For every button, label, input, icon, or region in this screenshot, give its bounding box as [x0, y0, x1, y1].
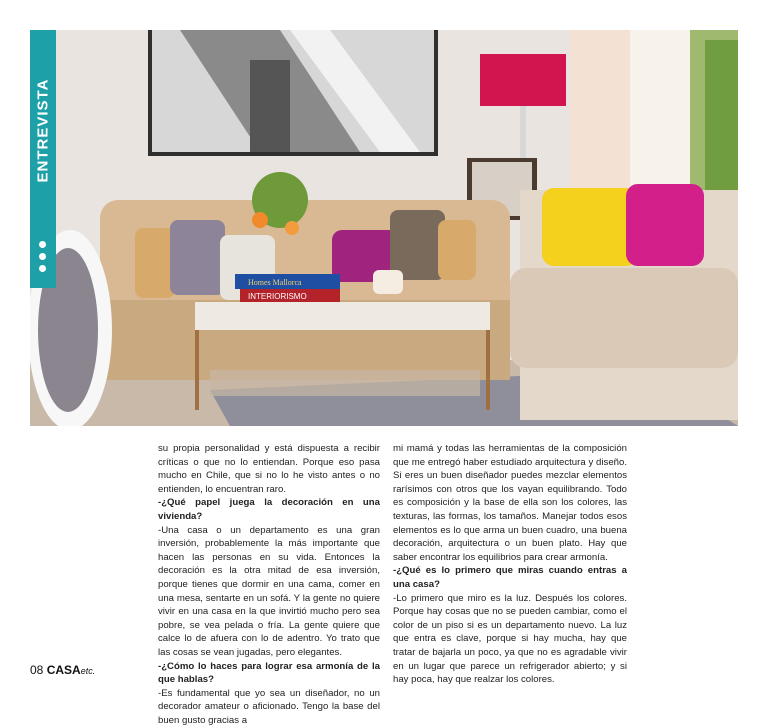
paragraph: -Una casa o un departamento es una gran inversión, probablemente la más importante que hacen las personas en su vida. Entonces la decoración es la otra mitad de esa inversión, porque tienes que dormir en una cama, comer en una mesa, sentarte en un sofá. Y la gente no quiere vivir en una casa en la que invirtió mucho pero sea pobre, se vea pelada o fría. La gente quiere que calce lo de afuera con lo de adentro. Yo trato que las cosas se vean jugadas, pero elegantes. — [158, 524, 380, 658]
article-column-1 — [158, 442, 380, 727]
question: -¿Cómo lo haces para lograr esa armonía de la que hablas? — [158, 660, 380, 686]
lamp-shade — [480, 54, 566, 106]
book-top-title: Homes Mallorca — [248, 278, 302, 287]
living-room-illustration — [30, 30, 738, 426]
living-room-photo — [30, 30, 738, 426]
question: -¿Qué papel juega la decoración en una vivienda? — [158, 497, 380, 522]
paragraph: su propia personalidad y está dispuesta a recibir críticas o que no lo entiendan. Porque eso pasa mucho en Chile, que si no lo he visto antes o no entienden, lo encuentran raro. — [158, 443, 380, 495]
paragraph: -Es fundamental que yo sea un diseñador, no un decorador amateur o aficionado. Tengo la base del buen gusto gracias a — [158, 687, 380, 726]
paragraph: mi mamá y todas las herramientas de la composición que me entregó haber estudiado arquitectura y diseño. Si eres un buen diseñador puedes mezclar elementos rarísimos con otros que los vayan equilibrando. Todo es composición y la base de ella son los colores, las texturas, las formas, los tamaños. Manejar todos esos elementos es lo que arma un buen cuadro, una buena decoración, arquitectura o un buen plato. Hay que saber encontrar los equilibrios para crear armonía. — [393, 443, 627, 563]
pink-cushion — [626, 184, 704, 266]
section-tab-dots — [39, 241, 46, 272]
yellow-cushion — [542, 188, 638, 266]
question: -¿Qué es lo primero que miras cuando entras a una casa? — [393, 565, 627, 590]
book-bottom-title: INTERIORISMO — [248, 292, 307, 301]
section-tab — [30, 30, 56, 288]
magazine-brand-suffix: etc. — [80, 666, 96, 676]
page-number: 08 — [30, 663, 44, 677]
section-tab-label: ENTREVISTA — [34, 78, 52, 182]
paragraph: -Lo primero que miro es la luz. Después los colores. Porque hay cosas que no se pueden cambiar, como el color de un piso si es un departamento nuevo. La luz que entra es clave, porque si hay mucha, hay que tratar de bajarla un poco, ya que no es agradable vivir en un lugar que parece un refrigerador abierto; y si hay poca, hay que realzar los colores. — [393, 592, 627, 686]
page-footer — [30, 663, 95, 677]
coffee-table — [195, 302, 490, 330]
magazine-brand: CASA — [46, 663, 81, 677]
section-tab-label-wrap — [30, 30, 56, 230]
article-column-2 — [393, 442, 627, 687]
